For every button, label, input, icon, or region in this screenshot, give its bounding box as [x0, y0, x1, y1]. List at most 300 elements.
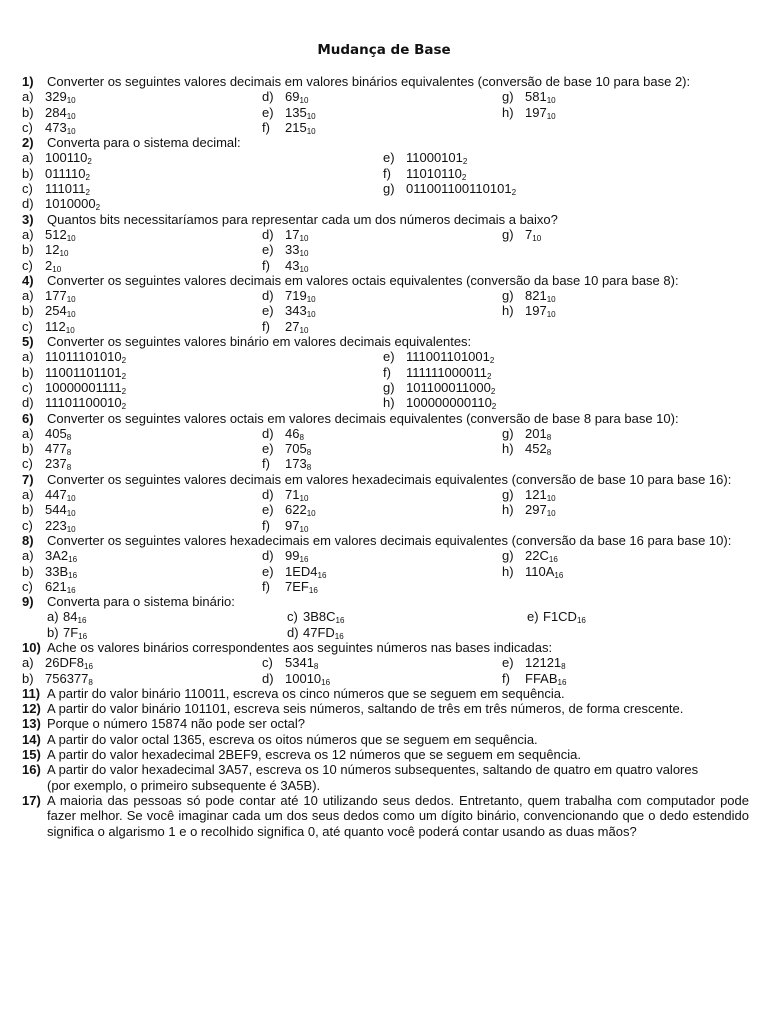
item-base: 10	[59, 249, 69, 259]
item-base: 16	[317, 570, 327, 580]
item-label: d)	[262, 288, 274, 304]
answer-row	[0, 671, 768, 686]
answer-row	[0, 365, 768, 380]
answer-row	[0, 548, 768, 563]
item-base: 2	[121, 402, 127, 412]
exercise-item	[502, 426, 551, 441]
item-value: 2	[45, 257, 53, 273]
item-label: c)	[22, 379, 33, 395]
exercise-item	[22, 196, 100, 211]
question-number: 10)	[22, 639, 41, 655]
answer-row	[0, 120, 768, 135]
answer-row	[0, 227, 768, 242]
question-text: A partir do valor binário 110011, escreva os cinco números que se seguem em sequência.	[47, 685, 565, 701]
question-number: 1)	[22, 74, 34, 89]
item-label: a)	[22, 288, 34, 304]
item-label: h)	[383, 395, 395, 411]
item-value: 7F	[63, 624, 79, 640]
exercise-item	[262, 564, 326, 579]
exercise-item	[262, 288, 316, 303]
item-base: 10	[299, 325, 309, 335]
item-value: 011001100110101	[406, 181, 512, 197]
exercise-item	[383, 349, 494, 364]
item-base: 10	[299, 524, 309, 534]
item-value: 100110	[45, 150, 88, 166]
exercise-item	[502, 487, 556, 502]
item-label: b)	[22, 502, 34, 518]
item-label: g)	[502, 548, 514, 564]
item-value: 11000101	[406, 150, 463, 166]
question-row	[0, 732, 768, 747]
item-base: 2	[85, 188, 90, 198]
item-value: 1ED4	[285, 563, 318, 579]
question-number: 2)	[22, 135, 34, 151]
item-base: 10	[546, 494, 556, 504]
item-value: 197	[525, 303, 547, 319]
item-base: 16	[335, 616, 345, 626]
item-value: 121	[525, 487, 547, 503]
item-base: 10	[306, 509, 316, 519]
item-value: 011110	[45, 165, 86, 181]
item-value: 10000001111	[45, 379, 122, 395]
answer-row	[0, 242, 768, 257]
item-label: h)	[502, 303, 514, 319]
exercise-item	[502, 671, 566, 686]
item-value: 112	[45, 318, 66, 334]
item-value: 47FD	[303, 624, 335, 640]
item-base: 2	[461, 172, 467, 182]
item-label: b)	[22, 165, 34, 181]
item-label: f)	[262, 119, 270, 135]
exercise-item	[22, 564, 77, 579]
item-base: 16	[68, 555, 78, 565]
question-paragraph	[22, 792, 749, 839]
item-base: 16	[548, 555, 558, 565]
item-value: 111011	[45, 181, 86, 197]
question-text: A partir do valor binário 101101, escreva seis números, saltando de três em três números, de forma crescente.	[47, 701, 684, 717]
item-base: 10	[66, 524, 76, 534]
document-title: Mudança de Base	[317, 42, 451, 58]
item-label: g)	[502, 89, 514, 105]
exercise-item	[22, 303, 76, 318]
item-base: 10	[65, 325, 75, 335]
item-label: b)	[22, 303, 34, 319]
item-base: 2	[121, 386, 127, 396]
exercise-item	[262, 456, 311, 471]
item-label: c)	[22, 119, 33, 135]
exercise-item	[262, 227, 308, 242]
item-base: 16	[77, 616, 87, 626]
answer-row	[0, 319, 768, 334]
exercise-item	[502, 502, 556, 517]
item-value: 100000000110	[406, 395, 492, 411]
item-base: 10	[299, 96, 309, 106]
item-base: 2	[511, 188, 517, 198]
answer-row	[0, 487, 768, 502]
item-base: 16	[68, 570, 78, 580]
item-value: 3A2	[45, 548, 69, 564]
exercise-item	[22, 671, 93, 686]
exercise-item	[287, 609, 344, 624]
question-text: Converter os seguintes valores decimais em valores octais equivalentes (conversão da base 10 para base 8):	[47, 272, 679, 288]
item-label: f)	[262, 578, 270, 594]
exercise-item	[502, 89, 556, 104]
item-value: 11010110	[406, 165, 462, 181]
item-base: 8	[546, 432, 552, 442]
item-base: 16	[557, 677, 567, 687]
item-value: 237	[45, 456, 67, 472]
item-value: 69	[285, 89, 300, 105]
item-label: e)	[383, 150, 395, 166]
item-base: 10	[532, 233, 542, 243]
item-value: 7EF	[285, 578, 309, 594]
exercise-item	[22, 579, 76, 594]
item-value: 33	[285, 242, 300, 258]
question-number: 17)	[22, 792, 41, 808]
item-label: d)	[262, 487, 274, 503]
question-row	[0, 686, 768, 701]
exercise-item	[262, 242, 308, 257]
question-row	[0, 716, 768, 731]
item-base: 10	[306, 126, 316, 136]
exercise-item	[22, 655, 93, 670]
question-text: Porque o número 15874 não pode ser octal?	[47, 716, 306, 732]
item-value: 343	[285, 303, 307, 319]
question-text: Ache os valores binários correspondentes aos seguintes números nas bases indicadas:	[47, 639, 553, 655]
item-base: 10	[546, 96, 556, 106]
item-base: 10	[52, 264, 62, 274]
question-row	[0, 411, 768, 426]
question-row	[0, 273, 768, 288]
item-base: 10	[546, 111, 556, 121]
answer-row	[0, 166, 768, 181]
item-value: 215	[285, 119, 307, 135]
item-value: 821	[525, 288, 547, 304]
item-value: 705	[285, 441, 307, 457]
item-value: 405	[45, 425, 67, 441]
item-label: g)	[502, 226, 514, 242]
item-base: 2	[489, 356, 495, 366]
question-number: 9)	[22, 594, 34, 610]
item-value: 173	[285, 456, 307, 472]
exercise-item	[22, 441, 71, 456]
item-value: 544	[45, 502, 67, 518]
item-base: 10	[299, 233, 309, 243]
exercise-item	[22, 349, 126, 364]
question-text: A partir do valor octal 1365, escreva os oitos números que se seguem em sequência.	[47, 731, 538, 747]
question-text: Converta para o sistema binário:	[47, 594, 235, 610]
question-text-continuation: (por exemplo, o primeiro subsequente é 3A5B).	[47, 777, 321, 793]
item-label: b)	[22, 441, 34, 457]
exercise-item	[262, 518, 308, 533]
item-value: 5341	[285, 655, 314, 671]
item-label: d)	[22, 196, 34, 212]
item-value: 452	[525, 441, 547, 457]
exercise-item	[502, 288, 556, 303]
item-base: 10	[299, 249, 309, 259]
exercise-item	[262, 319, 308, 334]
question-row	[0, 762, 768, 777]
exercise-item	[383, 150, 467, 165]
item-label: h)	[502, 441, 514, 457]
item-label: a)	[22, 150, 34, 166]
exercise-item	[22, 518, 76, 533]
item-label: b)	[22, 364, 34, 380]
item-base: 10	[546, 295, 556, 305]
item-value: 111111000011	[406, 364, 487, 380]
exercise-item	[262, 502, 316, 517]
exercise-item	[22, 258, 61, 273]
item-value: 621	[45, 578, 67, 594]
item-base: 10	[66, 295, 76, 305]
item-value: 33B	[45, 563, 69, 579]
item-base: 10	[546, 509, 556, 519]
exercise-item	[22, 319, 75, 334]
item-value: 97	[285, 517, 300, 533]
exercise-item	[527, 609, 586, 624]
exercise-item	[262, 671, 330, 686]
answer-row	[0, 196, 768, 211]
item-label: e)	[262, 242, 274, 258]
question-row	[0, 701, 768, 716]
question-text: Converter os seguintes valores decimais em valores binários equivalentes (conversão de base 10 para base 2):	[47, 74, 691, 89]
question-row	[0, 472, 768, 487]
exercise-item	[383, 365, 491, 380]
question-number: 3)	[22, 211, 34, 227]
item-value: 43	[285, 257, 300, 273]
item-value: 297	[525, 502, 547, 518]
item-value: 101100011000	[406, 379, 491, 395]
item-value: 110A	[525, 563, 555, 579]
exercise-item	[502, 548, 558, 563]
answer-row	[0, 89, 768, 104]
answer-row	[0, 380, 768, 395]
item-value: 11011101010	[45, 349, 122, 365]
item-label: d)	[262, 670, 274, 686]
item-base: 2	[85, 172, 90, 182]
item-label: b)	[22, 670, 34, 686]
item-base: 8	[546, 448, 552, 458]
answer-row	[0, 502, 768, 517]
item-value: 512	[45, 226, 67, 242]
item-label: a)	[22, 548, 34, 564]
exercise-item	[22, 380, 126, 395]
answer-row	[0, 609, 768, 624]
answer-row	[0, 518, 768, 533]
question-number: 12)	[22, 701, 41, 717]
question-row	[0, 334, 768, 349]
exercise-item	[383, 181, 516, 196]
item-base: 10	[306, 310, 316, 320]
item-value: 135	[285, 104, 307, 120]
exercise-item	[22, 502, 76, 517]
exercise-item	[262, 258, 308, 273]
item-label: a)	[22, 655, 34, 671]
item-base: 10	[66, 96, 76, 106]
item-value: 622	[285, 502, 307, 518]
item-value: 10010	[285, 670, 322, 686]
item-base: 8	[561, 662, 566, 672]
question-text: Converter os seguintes valores hexadecimais em valores decimais equivalentes (conversão da base 16 para base 10):	[47, 532, 732, 548]
item-label: a)	[22, 89, 34, 105]
item-value: 284	[45, 104, 67, 120]
item-label: c)	[22, 517, 33, 533]
exercise-item	[22, 120, 76, 135]
exercise-item	[383, 395, 496, 410]
item-value: 581	[525, 89, 547, 105]
item-label: e)	[502, 655, 514, 671]
item-base: 16	[78, 631, 88, 641]
item-value: 447	[45, 487, 67, 503]
item-base: 8	[66, 432, 72, 442]
question-text: Converter os seguintes valores decimais em valores hexadecimais equivalentes (conversão de base 10 para base 16):	[47, 471, 732, 487]
item-base: 16	[66, 585, 76, 595]
question-row	[0, 135, 768, 150]
exercise-item	[22, 150, 92, 165]
exercise-list	[0, 74, 768, 839]
item-label: d)	[262, 425, 274, 441]
item-base: 8	[299, 432, 304, 442]
item-label: c)	[22, 318, 33, 334]
item-base: 16	[554, 570, 564, 580]
question-text: Quantos bits necessitaríamos para representar cada um dos números decimais a baixo?	[47, 211, 558, 227]
item-label: d)	[22, 395, 34, 411]
item-base: 10	[66, 494, 76, 504]
item-value: 223	[45, 517, 67, 533]
answer-row	[0, 441, 768, 456]
question-row	[0, 594, 768, 609]
item-value: 111001101001	[406, 349, 490, 365]
exercise-item	[47, 609, 86, 624]
answer-row	[0, 288, 768, 303]
item-label: f)	[502, 670, 510, 686]
item-label: h)	[502, 502, 514, 518]
question-number: 6)	[22, 410, 34, 426]
item-label: c)	[262, 655, 273, 671]
item-label: g)	[383, 379, 395, 395]
item-value: 17	[285, 226, 300, 242]
exercise-item	[502, 227, 541, 242]
item-value: 719	[285, 288, 307, 304]
item-label: e)	[262, 502, 274, 518]
item-base: 8	[88, 677, 93, 687]
item-base: 8	[313, 662, 319, 672]
item-label: g)	[502, 425, 514, 441]
exercise-item	[502, 655, 566, 670]
exercise-item	[502, 105, 556, 120]
exercise-item	[502, 441, 551, 456]
exercise-item	[262, 655, 318, 670]
item-value: 46	[285, 425, 300, 441]
question-text: A partir do valor hexadecimal 3A57, escreva os 10 números subsequentes, saltando de quatro em quatro valores	[47, 762, 699, 778]
answer-row	[0, 395, 768, 410]
exercise-item	[262, 487, 308, 502]
item-label: e)	[262, 303, 274, 319]
item-label: d)	[287, 624, 299, 640]
item-label: b)	[22, 104, 34, 120]
answer-row	[0, 625, 768, 640]
item-label: g)	[383, 181, 395, 197]
item-base: 16	[321, 677, 331, 687]
item-base: 2	[462, 157, 468, 167]
exercise-item	[22, 548, 77, 563]
item-base: 10	[66, 111, 76, 121]
exercise-item	[262, 548, 308, 563]
item-label: f)	[383, 165, 391, 181]
item-label: e)	[262, 563, 274, 579]
item-value: 99	[285, 548, 300, 564]
exercise-item	[22, 456, 71, 471]
item-base: 2	[95, 203, 101, 213]
question-number: 13)	[22, 716, 41, 732]
exercise-item	[22, 395, 126, 410]
exercise-item	[262, 105, 316, 120]
question-row	[0, 533, 768, 548]
item-label: b)	[22, 563, 34, 579]
item-label: a)	[22, 425, 34, 441]
question-number: 14)	[22, 731, 41, 747]
item-base: 2	[486, 371, 492, 381]
item-base: 2	[121, 371, 127, 381]
exercise-item	[22, 89, 76, 104]
item-base: 10	[66, 509, 76, 519]
exercise-item	[47, 625, 87, 640]
item-base: 10	[306, 295, 316, 305]
question-row	[0, 212, 768, 227]
item-value: 84	[63, 609, 78, 625]
item-label: a)	[22, 487, 34, 503]
exercise-item	[383, 166, 466, 181]
item-base: 8	[66, 448, 72, 458]
exercise-item	[262, 579, 318, 594]
question-text: A maioria das pessoas só pode contar até 10 utilizando seus dedos. Entretanto, quem trabalha com computador pode fazer melhor. Se você imaginar cada um dos seus dedos como um dígito binário, convencionando que o dedo estendido significa o algarismo 1 e o recolhido significa 0, até quanto você poderá contar usando as duas mãos?	[47, 792, 749, 839]
item-base: 10	[299, 494, 309, 504]
item-base: 10	[306, 111, 316, 121]
item-value: 477	[45, 441, 67, 457]
item-value: 177	[45, 288, 67, 304]
item-value: 27	[285, 318, 300, 334]
answer-row	[0, 258, 768, 273]
item-value: 22C	[525, 548, 549, 564]
question-row	[0, 74, 768, 89]
item-value: 12121	[525, 655, 562, 671]
item-label: h)	[502, 104, 514, 120]
exercise-item	[262, 426, 304, 441]
question-text: Converter os seguintes valores octais em valores decimais equivalentes (conversão de base 8 para base 10):	[47, 410, 679, 426]
item-base: 10	[546, 310, 556, 320]
question-number: 16)	[22, 762, 41, 778]
question-number: 7)	[22, 471, 34, 487]
exercise-item	[22, 166, 90, 181]
item-base: 16	[308, 585, 318, 595]
item-label: d)	[262, 226, 274, 242]
item-label: e)	[262, 441, 274, 457]
item-value: 7	[525, 226, 533, 242]
item-label: a)	[47, 609, 59, 625]
item-value: 26DF8	[45, 655, 85, 671]
item-label: c)	[22, 578, 33, 594]
answer-row	[0, 150, 768, 165]
item-base: 10	[66, 233, 76, 243]
exercise-item	[262, 120, 316, 135]
question-text: Converter os seguintes valores binário em valores decimais equivalentes:	[47, 334, 472, 350]
question-row	[0, 747, 768, 762]
item-value: F1CD	[543, 609, 577, 625]
question-text: Converta para o sistema decimal:	[47, 135, 241, 151]
item-label: c)	[22, 456, 33, 472]
exercise-item	[22, 227, 76, 242]
exercise-item	[287, 625, 344, 640]
